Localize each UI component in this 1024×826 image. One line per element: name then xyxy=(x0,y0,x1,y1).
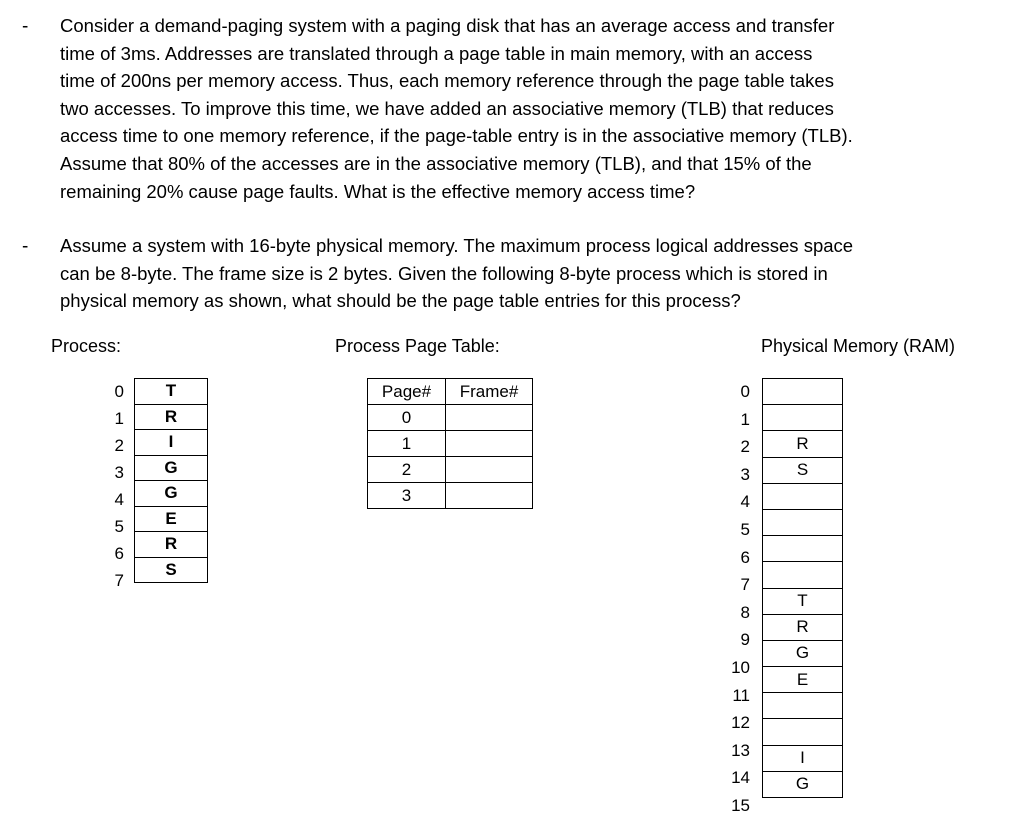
process-index: 0 xyxy=(114,382,124,401)
ram-byte: G xyxy=(763,771,843,797)
ram-index: 15 xyxy=(731,795,750,815)
frame-entry[interactable] xyxy=(446,405,533,431)
process-byte: G xyxy=(135,481,208,507)
ram-byte xyxy=(763,719,843,745)
ram-index: 8 xyxy=(740,602,750,622)
process-byte: I xyxy=(135,430,208,456)
q1-line: time of 3ms. Addresses are translated through a page table in main memory, with an access xyxy=(60,42,813,64)
frame-entry[interactable] xyxy=(446,431,533,457)
page-number: 1 xyxy=(368,431,446,457)
q1-line: Consider a demand-paging system with a paging disk that has an average access and transfer xyxy=(60,15,835,36)
q2-line: can be 8-byte. The frame size is 2 bytes. Given the following 8-byte process which is stored in xyxy=(60,262,828,284)
ram-byte: S xyxy=(763,457,843,483)
physical-memory-label: Physical Memory (RAM) xyxy=(761,336,956,356)
process-index: 1 xyxy=(114,409,124,428)
ram-byte: G xyxy=(763,640,843,666)
process-index: 7 xyxy=(114,571,124,590)
process-byte: S xyxy=(135,557,208,583)
question-1-text xyxy=(60,12,960,205)
q1-line: access time to one memory reference, if the page-table entry is in the associative memory (TLB). xyxy=(60,125,853,147)
process-byte: T xyxy=(135,379,208,405)
process-byte: R xyxy=(135,532,208,558)
frame-header: Frame# xyxy=(446,379,533,405)
ram-index: 11 xyxy=(732,685,750,705)
page-table-label: Process Page Table: xyxy=(335,336,500,356)
ram-byte xyxy=(763,693,843,719)
q1-line: remaining 20% cause page faults. What is the effective memory access time? xyxy=(60,180,696,202)
ram-index: 14 xyxy=(731,768,750,788)
q1-line: time of 200ns per memory access. Thus, each memory reference through the page table takes xyxy=(60,70,834,92)
ram-index: 6 xyxy=(740,547,750,567)
bullet-q2: - xyxy=(22,236,29,257)
ram-byte: E xyxy=(763,667,843,693)
q2-line: Assume a system with 16-byte physical memory. The maximum process logical addresses space xyxy=(60,235,854,256)
frame-entry[interactable] xyxy=(446,457,533,483)
ram-table xyxy=(762,378,843,798)
process-byte: E xyxy=(135,506,208,532)
ram-index: 13 xyxy=(731,740,750,760)
ram-index: 5 xyxy=(740,519,750,539)
page-number: 0 xyxy=(368,405,446,431)
ram-byte xyxy=(763,562,843,588)
ram-index: 10 xyxy=(731,657,750,677)
page-table xyxy=(367,378,533,509)
ram-byte xyxy=(763,509,843,535)
process-index: 3 xyxy=(114,463,124,482)
page-number: 2 xyxy=(368,457,446,483)
ram-byte xyxy=(763,536,843,562)
ram-byte: R xyxy=(763,614,843,640)
process-byte: R xyxy=(135,404,208,430)
q1-line: two accesses. To improve this time, we have added an associative memory (TLB) that reduces xyxy=(60,97,834,119)
ram-byte: I xyxy=(763,745,843,771)
bullet-q1: - xyxy=(22,16,29,37)
question-2-text xyxy=(60,232,960,315)
process-index: 5 xyxy=(114,517,124,536)
ram-index: 12 xyxy=(731,713,750,733)
page-header: Page# xyxy=(368,379,446,405)
q1-line: Assume that 80% of the accesses are in the associative memory (TLB), and that 15% of the xyxy=(60,152,812,174)
frame-entry[interactable] xyxy=(446,483,533,509)
ram-byte: R xyxy=(763,431,843,457)
process-index: 6 xyxy=(114,544,124,563)
ram-index: 0 xyxy=(740,382,750,401)
ram-index: 2 xyxy=(740,437,750,457)
ram-index: 4 xyxy=(740,492,750,512)
ram-byte xyxy=(763,379,843,405)
ram-byte: T xyxy=(763,588,843,614)
process-byte: G xyxy=(135,455,208,481)
process-label: Process: xyxy=(51,336,122,356)
page-number: 3 xyxy=(368,483,446,509)
ram-index: 9 xyxy=(740,630,750,650)
ram-index: 3 xyxy=(740,464,750,484)
ram-byte xyxy=(763,483,843,509)
q2-line: physical memory as shown, what should be the page table entries for this process? xyxy=(60,290,741,312)
process-table xyxy=(134,378,208,583)
process-index: 2 xyxy=(114,436,124,455)
ram-index: 1 xyxy=(740,409,750,429)
process-index: 4 xyxy=(114,490,124,509)
ram-index-column xyxy=(718,378,750,820)
ram-index: 7 xyxy=(740,575,750,595)
ram-byte xyxy=(763,405,843,431)
process-index-column xyxy=(100,378,124,594)
